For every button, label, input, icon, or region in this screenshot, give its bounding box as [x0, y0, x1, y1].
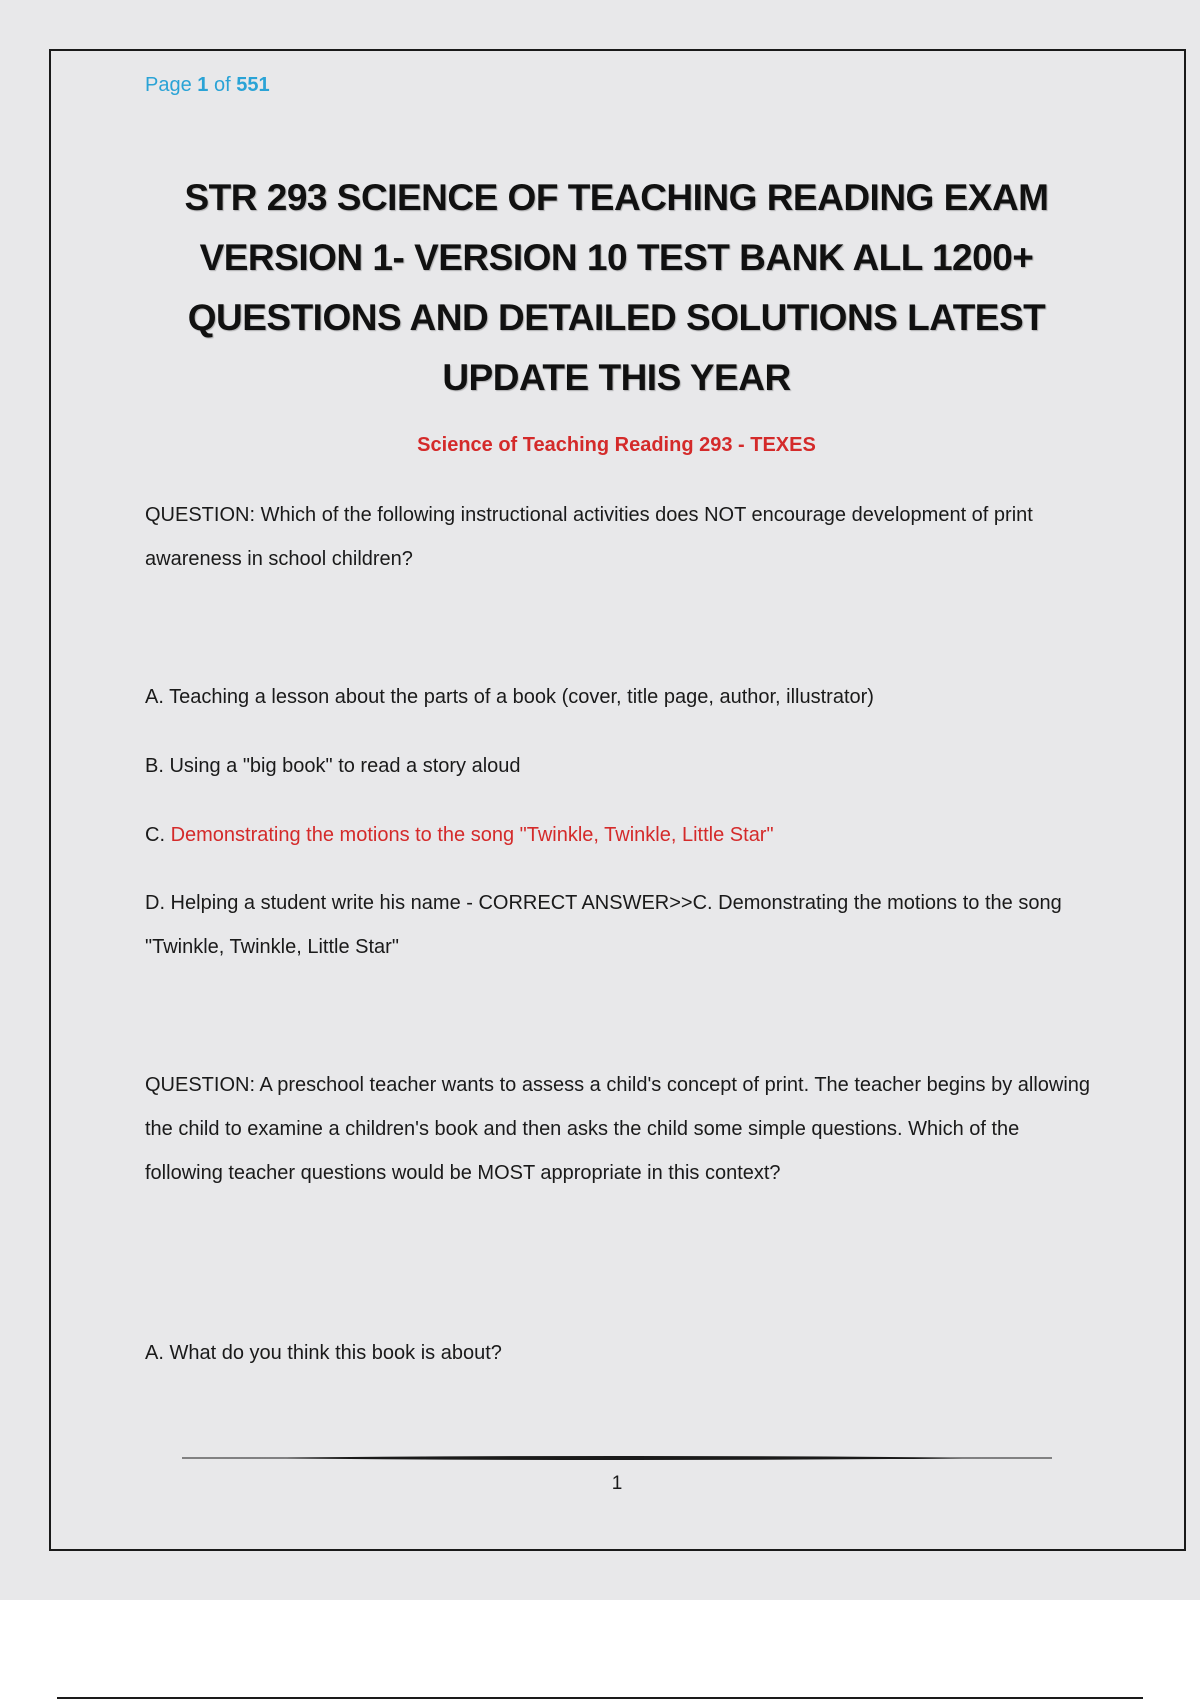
page-counter	[145, 74, 270, 97]
question-1-option-d: D. Helping a student write his name - CORRECT ANSWER>>C. Demonstrating the motions to the song "Twinkle, Twinkle, Little Star"	[145, 892, 1062, 958]
footer-divider	[182, 1455, 1052, 1461]
question-2-option-a: A. What do you think this book is about?	[145, 1342, 502, 1364]
question-1-option-c-text: Demonstrating the motions to the song "Twinkle, Twinkle, Little Star"	[170, 824, 774, 846]
page-counter-current: 1	[197, 74, 209, 96]
page-counter-total: 551	[236, 74, 270, 96]
question-1-option-b: B. Using a "big book" to read a story aloud	[145, 755, 521, 777]
page-counter-prefix: Page	[145, 74, 192, 96]
page-counter-separator: of	[213, 74, 231, 96]
question-1-text: QUESTION: Which of the following instructional activities does NOT encourage development of print awareness in school children?	[145, 504, 1033, 570]
question-2-text: QUESTION: A preschool teacher wants to assess a child's concept of print. The teacher begins by allowing the child to examine a children's book and then asks the child some simple questions. Which of the following teacher questions would be MOST appropriate in this context?	[145, 1074, 1091, 1184]
document-title: STR 293 SCIENCE OF TEACHING READING EXAM VERSION 1- VERSION 10 TEST BANK ALL 1200+ QUESTIONS AND DETAILED SOLUTIONS LATEST UPDATE THIS YEAR	[184, 177, 1049, 398]
document-subtitle: Science of Teaching Reading 293 - TEXES	[417, 434, 816, 456]
next-page-divider	[57, 1697, 1143, 1699]
question-1-option-c-prefix: C.	[145, 824, 165, 846]
question-1-option-c	[145, 813, 1095, 857]
footer-page-number: 1	[611, 1473, 623, 1494]
question-1-option-a: A. Teaching a lesson about the parts of a book (cover, title page, author, illustrator)	[145, 686, 874, 708]
